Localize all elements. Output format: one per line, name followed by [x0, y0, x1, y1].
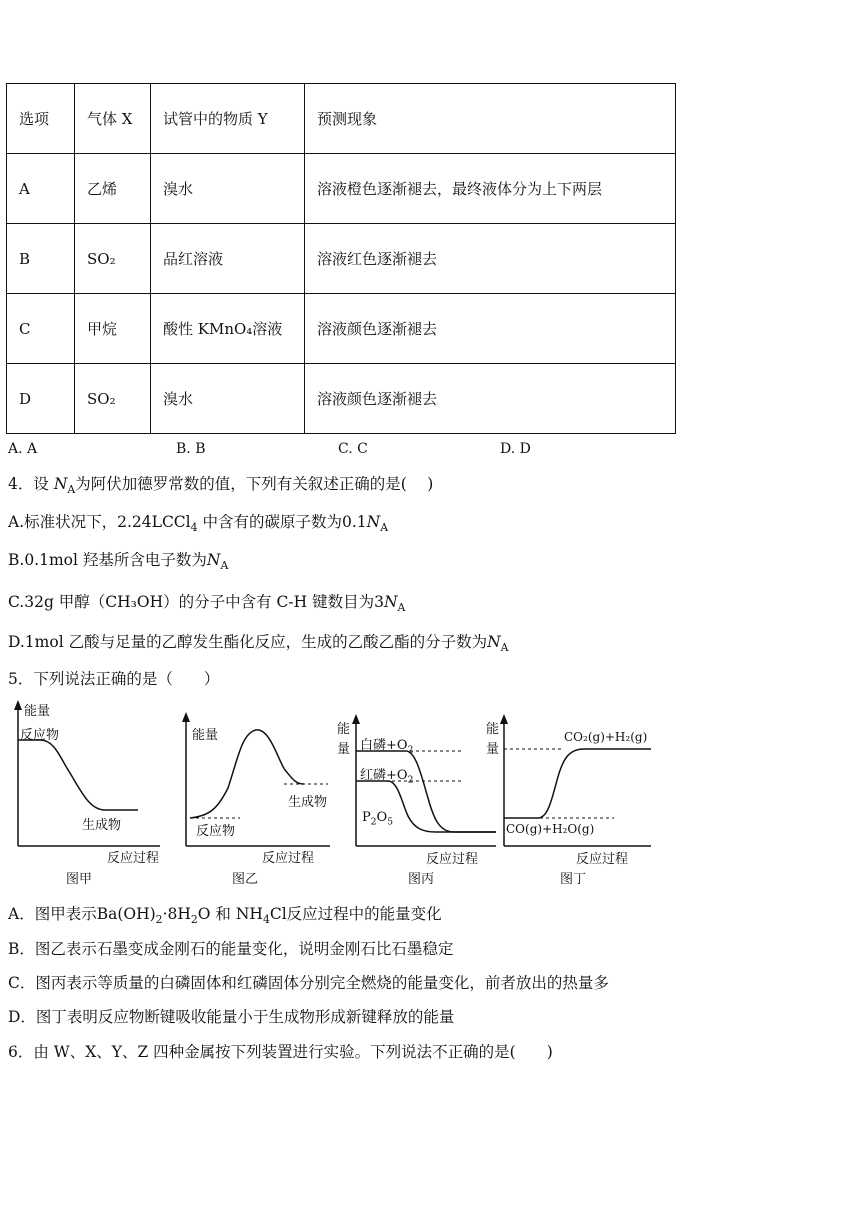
table-cell: B [7, 224, 75, 294]
table-cell: 溴水 [151, 154, 305, 224]
product-label: 生成物 [82, 818, 122, 833]
energy-curve [504, 749, 651, 818]
q4-stem-post: 为阿伏加德罗常数的值，下列有关叙述正确的是( ) [75, 475, 434, 493]
table-cell: 溶液红色逐渐褪去 [305, 224, 676, 294]
graph-jia [10, 698, 170, 888]
na-subscript: A [380, 521, 389, 535]
na-symbol: N [53, 475, 68, 493]
choice-a: A. A [8, 441, 38, 457]
q4-stem-pre: 4．设 [8, 475, 49, 493]
caption: 图丙 [408, 872, 435, 887]
p-text: P [362, 810, 371, 825]
p-subscript: 2 [370, 817, 377, 828]
table-header-cell: 试管中的物质 Y [151, 84, 305, 154]
q4-option-a [8, 510, 388, 534]
o2-subscript: 2 [407, 745, 414, 756]
reactant-label: 反应物 [196, 824, 236, 839]
table-row [7, 364, 676, 434]
xlabel: 反应过程 [107, 851, 160, 866]
reactant-label: 反应物 [20, 728, 60, 743]
q4-option-c [8, 590, 405, 614]
h2o-formula: ·8H [162, 905, 191, 923]
ylabel-1: 能 [337, 722, 351, 737]
p2o5-label [362, 810, 393, 828]
na-symbol: N [206, 551, 221, 569]
xlabel: 反应过程 [576, 852, 629, 867]
ylabel: 能量 [192, 728, 219, 743]
options-table [6, 83, 676, 434]
formula-subscript: 2 [190, 913, 198, 927]
y-axis-arrow [500, 714, 508, 724]
choice-c: C. C [338, 441, 368, 457]
ylabel: 能量 [24, 704, 51, 719]
q6-stem: 6．由 W、X、Y、Z 四种金属按下列装置进行实验。下列说法不正确的是( ) [8, 1043, 553, 1061]
ylabel-1: 能 [486, 722, 500, 737]
nh4-formula: O 和 NH [197, 905, 263, 923]
caption: 图丁 [560, 872, 587, 887]
table-header-row [7, 84, 676, 154]
table-cell: 溶液颜色逐渐褪去 [305, 364, 676, 434]
q5-a-post: 反应过程中的能量变化 [286, 905, 442, 923]
graph-bing [336, 698, 496, 888]
q4-d-pre: D.1mol 乙酸与足量的乙醇发生酯化反应，生成的乙酸乙酯的分子数为 [8, 633, 488, 651]
table-cell: 溶液橙色逐渐褪去，最终液体分为上下两层 [305, 154, 676, 224]
y-axis-arrow [14, 700, 22, 710]
q4-a-pre: A.标准状况下，2.24L [8, 513, 162, 531]
ccl-subscript: 4 [190, 521, 198, 535]
graph-ding [486, 698, 656, 888]
q5-option-d: D．图丁表明反应物断键吸收能量小于生成物形成新键释放的能量 [8, 1008, 455, 1026]
q5-option-b: B．图乙表示石墨变成金刚石的能量变化，说明金刚石比石墨稳定 [8, 940, 454, 958]
formula-subscript: 2 [155, 913, 163, 927]
y-axis-arrow [352, 714, 360, 724]
q4-a-value: 0.1 [341, 513, 367, 531]
table-header-cell: 预测现象 [305, 84, 676, 154]
q4-c-value: 3 [374, 593, 384, 611]
table-cell: A [7, 154, 75, 224]
o5-subscript: 5 [387, 817, 394, 828]
na-symbol: N [366, 513, 381, 531]
q4-b-pre: B.0.1mol 羟基所含电子数为 [8, 551, 207, 569]
na-subscript: A [220, 559, 229, 573]
graph-ding-svg [486, 698, 656, 888]
table-row [7, 154, 676, 224]
formula-subscript: 4 [262, 913, 270, 927]
q5-option-a [8, 902, 442, 926]
energy-curve [18, 740, 138, 810]
graph-yi [180, 698, 340, 888]
o2-subscript: 2 [407, 775, 414, 786]
product-label: 生成物 [288, 795, 328, 810]
energy-curve [190, 730, 304, 818]
top-label: CO₂(g)+H₂(g) [564, 730, 648, 744]
y-axis-arrow [182, 712, 190, 722]
table-cell: 酸性 KMnO₄溶液 [151, 294, 305, 364]
q3-choices [8, 441, 608, 461]
o-text: O [376, 810, 388, 825]
q4-option-d [8, 630, 509, 654]
table-row [7, 224, 676, 294]
q4-option-b [8, 548, 228, 572]
ccl-formula: CCl [161, 513, 191, 531]
ylabel-2: 量 [486, 742, 500, 757]
table-cell: 溶液颜色逐渐褪去 [305, 294, 676, 364]
q4-stem [8, 472, 433, 496]
table-cell: 品红溶液 [151, 224, 305, 294]
cl-formula: Cl [269, 905, 287, 923]
table-cell: 乙烯 [75, 154, 151, 224]
q5-stem: 5．下列说法正确的是（ ） [8, 670, 220, 688]
bottom-label: CO(g)+H₂O(g) [506, 822, 595, 836]
q5-option-c: C．图丙表示等质量的白磷固体和红磷固体分别完全燃烧的能量变化，前者放出的热量多 [8, 974, 609, 992]
table-header-cell: 选项 [7, 84, 75, 154]
table-cell: SO₂ [75, 224, 151, 294]
table-cell: 溴水 [151, 364, 305, 434]
choice-b: B. B [176, 441, 206, 457]
white-p-text: 白磷+O [360, 738, 408, 753]
red-p-label [360, 764, 413, 786]
na-subscript: A [397, 601, 406, 615]
table-cell: D [7, 364, 75, 434]
na-symbol: N [383, 593, 398, 611]
caption: 图甲 [66, 872, 93, 887]
na-symbol: N [487, 633, 501, 651]
na-subscript: A [67, 483, 76, 497]
xlabel: 反应过程 [426, 852, 479, 867]
table-header-cell: 气体 X [75, 84, 151, 154]
na-subscript: A [500, 641, 509, 655]
choice-d: D. D [500, 441, 531, 457]
white-p-label [360, 734, 413, 756]
q4-a-mid: 中含有的碳原子数为 [202, 513, 342, 531]
q5-a-pre: A．图甲表示 [8, 905, 97, 923]
table-cell: SO₂ [75, 364, 151, 434]
caption: 图乙 [232, 872, 259, 887]
table-cell: 甲烷 [75, 294, 151, 364]
q4-c-pre: C.32g 甲醇（CH₃OH）的分子中含有 C-H 键数目为 [8, 593, 375, 611]
table-row [7, 294, 676, 364]
baoh2-formula: Ba(OH) [96, 905, 156, 923]
xlabel: 反应过程 [262, 851, 315, 866]
red-p-text: 红磷+O [360, 768, 408, 783]
table-cell: C [7, 294, 75, 364]
ylabel-2: 量 [337, 742, 351, 757]
